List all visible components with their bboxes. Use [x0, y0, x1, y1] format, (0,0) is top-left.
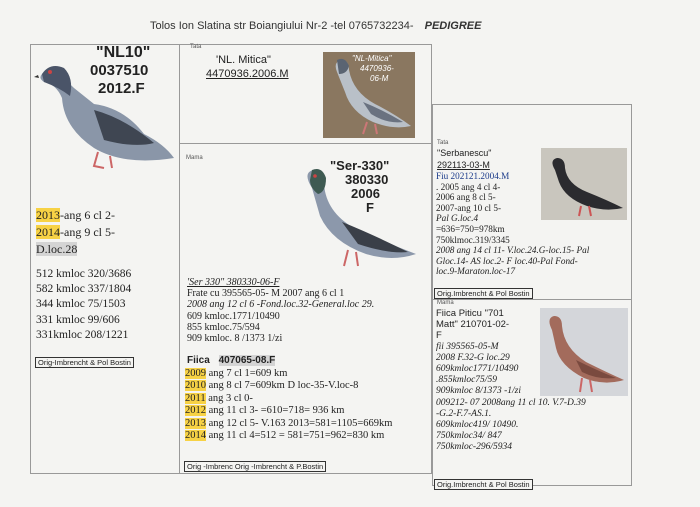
mama2-line: F: [436, 330, 442, 342]
mama2-line: fii 395565-05-M: [436, 341, 499, 352]
tata2-origin: Orig.Imbrencht & Pol Bostin: [434, 288, 533, 299]
mama-line: 855 kmloc.75/594: [187, 321, 260, 333]
subject-results: [36, 207, 115, 258]
kmloc-line: 331kmloc 208/1221: [36, 328, 129, 341]
subject-ring: 0037510: [90, 62, 149, 79]
tata2-name: "Serbanescu": [437, 148, 492, 158]
mama2-origin: Orig.Imbrencht & Pol Bostin: [434, 479, 533, 490]
mama2-line: Fiica Piticu "701: [436, 308, 504, 319]
mama2-line: 609kmloc419/ 10490.: [436, 420, 519, 431]
mama-line: 609 kmloc.1771/10490: [187, 310, 280, 322]
kmloc-line: 331 kmloc 99/606: [36, 313, 120, 326]
kmloc-line: 582 kmloc 337/1804: [36, 283, 132, 296]
mama-line: Frate cu 395565-05- M 2007 ang 6 cl 1: [187, 288, 345, 300]
mama2-line: 2008 F.32-G loc.29: [436, 352, 510, 363]
tata2-line: . 2005 ang 4 cl 4-: [436, 181, 501, 192]
mama2-tag: Mama: [437, 300, 454, 306]
mama-details: [187, 277, 374, 344]
mama2-line: 750kmloc34/ 847: [436, 431, 502, 442]
mama-line: 909 kmloc. 8 /1373 1/zi: [187, 333, 283, 345]
subject-origin: Orig-Imbrencht & Pol Bostin: [35, 357, 134, 368]
result-line: 2014-ang 9 cl 5-: [36, 225, 115, 239]
tata2-tag: Tata: [437, 140, 449, 146]
tata2-line: Pal G.loc.4: [436, 213, 479, 224]
fiica-line: 2012 ang 11 cl 3- =610=718= 936 km: [185, 405, 345, 417]
fiica-label: Fiica: [187, 355, 210, 366]
mama-line: 'Ser 330" 380330-06-F: [187, 277, 280, 288]
tata2-line: Gloc.14- AS loc.2- F loc.40-Pal Fond-: [436, 255, 578, 266]
kmloc-line: 512 kmloc 320/3686: [36, 268, 132, 280]
tata2-line: =636=750=978km: [436, 223, 505, 234]
tata-photo-caption-1: "NL-Mitica": [352, 54, 392, 63]
kmloc-line: 344 kmloc 75/1503: [36, 298, 126, 311]
fiica-line: 2009 ang 7 cl 1=609 km: [185, 368, 288, 379]
subject-year: 2012.F: [98, 80, 145, 97]
mama-year: 2006: [351, 186, 380, 201]
result-line: 2013-ang 6 cl 2-: [36, 208, 115, 222]
tata2-line: 750klmoc.319/3345: [436, 234, 510, 245]
mama2-line: 009212- 07 2008ang 11 cl 10. V.7-D.39: [436, 397, 586, 408]
tata-tag: Tata: [190, 44, 202, 50]
tata2-ring: 292113-03-M: [437, 160, 490, 170]
tata2-line: 2008 ang 14 cl 11- V.loc.24.G-loc.15- Pal: [436, 245, 590, 256]
tata2-details: [436, 171, 589, 277]
mama-origin: Orig -Imbrenc Orig -Imbrencht & P.Bostin: [184, 461, 326, 472]
header: [150, 20, 481, 32]
header-owner: Tolos Ion Slatina str Boiangiului Nr-2 -tel 0765732234-: [150, 20, 414, 32]
mama2-line: 909kmloc 8/1373 -1/zi: [436, 386, 521, 397]
fiica-line: 2013 ang 12 cl 5- V.163 2013=581=1105=669km: [185, 417, 393, 429]
mama-ring: 380330: [345, 172, 389, 187]
fiica-line: 2011 ang 3 cl 0-: [185, 392, 253, 404]
tata2-line: loc.9-Maraton.loc-17: [436, 266, 516, 277]
mama-line: 2008 ang 12 cl 6 -Fond.loc.32-General.loc 29.: [187, 299, 375, 311]
result-line: D.loc.28: [36, 242, 78, 256]
mama2-line: 750kmloc-296/5934: [436, 442, 512, 453]
tata2-line: 2007-ang 10 cl 5-: [436, 202, 502, 213]
mama-title: "Ser-330": [330, 158, 390, 173]
pedigree-label: PEDIGREE: [424, 20, 482, 32]
subject-kmloc: [36, 267, 131, 343]
tata-photo-caption-3: 06-M: [370, 74, 389, 83]
mama2-details: [436, 308, 586, 454]
fiica-row: [187, 355, 275, 366]
mama-tag: Mama: [186, 155, 203, 161]
tata-photo-caption-2: 4470936-: [360, 64, 394, 73]
mama2-line: -G.2-F.7-AS.1.: [436, 408, 492, 419]
tata2-line: Fiu 202121.2004.M: [436, 171, 510, 181]
subject-title: "NL10": [96, 44, 151, 61]
fiica-results: [185, 368, 392, 442]
mama2-line: Matt" 210701-02-: [436, 319, 510, 331]
tata-name: 'NL. Mitica": [216, 54, 271, 66]
mama2-line: 609kmloc1771/10490: [436, 364, 519, 375]
mama2-line: .855kmloc75/59: [436, 375, 497, 386]
tata2-line: 2006 ang 8 cl 5-: [436, 192, 496, 203]
fiica-line: 2010 ang 8 cl 7=609km D loc-35-V.loc-8: [185, 380, 359, 392]
tata-ring: 4470936.2006.M: [206, 68, 289, 80]
fiica-ring: 407065-08.F: [218, 355, 276, 366]
fiica-line: 2014 ang 11 cl 4=512 = 581=751=962=830 km: [185, 430, 385, 442]
mama-sex: F: [366, 200, 374, 215]
